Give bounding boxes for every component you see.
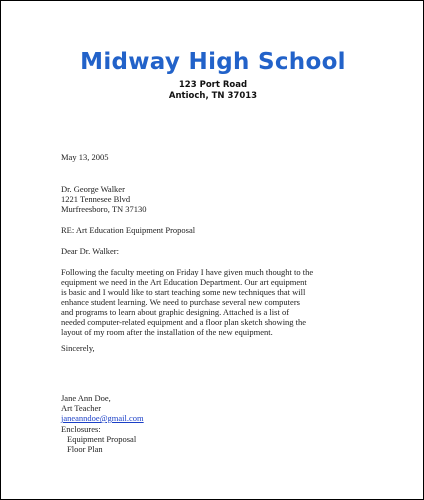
body-line: needed computer-related equipment and a floor plan sketch showing the	[61, 317, 307, 327]
signature-block	[61, 393, 381, 423]
letter-body-paragraph	[61, 267, 381, 337]
salutation: Dear Dr. Walker:	[61, 246, 119, 256]
school-address-city: Antioch, TN 37013	[168, 91, 258, 101]
enclosures-label: Enclosures:	[61, 424, 101, 434]
signer-title: Art Teacher	[61, 403, 102, 413]
recipient-address	[61, 184, 381, 214]
closing: Sincerely,	[61, 343, 95, 353]
school-address-street: 123 Port Road	[178, 80, 248, 90]
recipient-name: Dr. George Walker	[61, 184, 125, 194]
school-name: Midway High School	[80, 49, 346, 75]
enclosures-block	[61, 424, 381, 454]
recipient-city: Murfreesboro, TN 37130	[61, 204, 147, 214]
signer-email-link[interactable]: janeanndoe@gmail.com	[61, 413, 144, 423]
recipient-street: 1221 Tennesee Blvd	[61, 194, 131, 204]
signer-name: Jane Ann Doe,	[61, 393, 111, 403]
body-line: layout of my room after the installation of the new equipment.	[61, 327, 273, 337]
body-line: is basic and I would like to start teaching some new techniques that will	[61, 287, 306, 297]
letter-date: May 13, 2005	[61, 152, 109, 162]
body-line: enhance student learning. We need to purchase several new computers	[61, 297, 300, 307]
enclosure-item: Floor Plan	[67, 444, 103, 454]
body-line: and programs to learn about graphic designing. Attached is a list of	[61, 307, 290, 317]
body-line: equipment we need in the Art Education Department. Our art equipment	[61, 277, 307, 287]
subject-line: RE: Art Education Equipment Proposal	[61, 225, 196, 235]
body-line: Following the faculty meeting on Friday I have given much thought to the	[61, 267, 314, 277]
enclosure-item: Equipment Proposal	[67, 434, 137, 444]
